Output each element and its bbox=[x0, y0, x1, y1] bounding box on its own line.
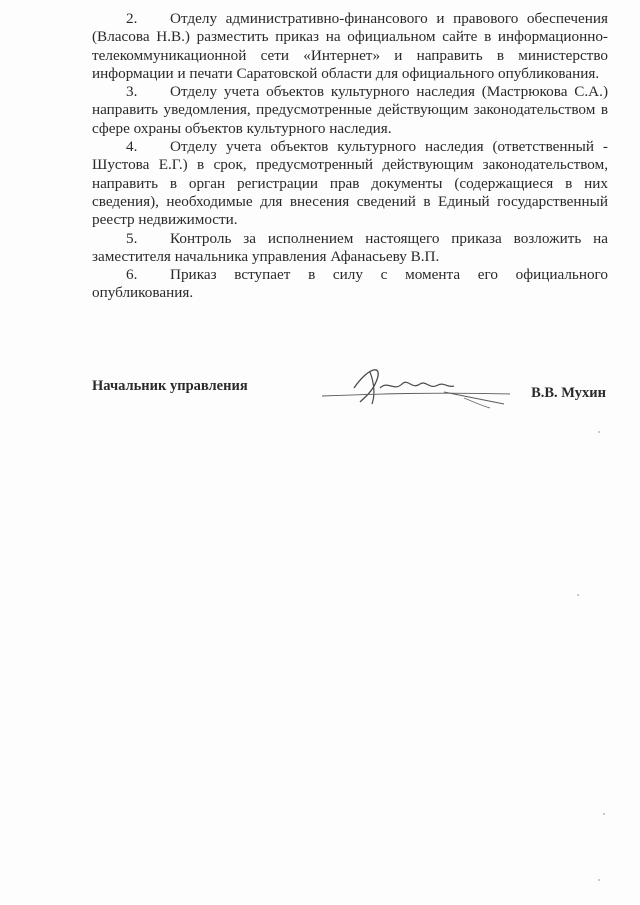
item-text: Контроль за исполнением настоящего приказа возложить на заместителя начальника управления Афанасьеву В.П. bbox=[92, 229, 608, 265]
order-item-4 bbox=[92, 138, 608, 229]
item-text: Отделу административно-финансового и правового обеспечения (Власова Н.В.) разместить приказ на официальном сайте в информационно-телекоммуникационной сети «Интернет» и направить в министерство информации и печати Саратовской области для официального опубликования. bbox=[92, 10, 608, 82]
item-number: 4. bbox=[126, 138, 138, 156]
order-item-6 bbox=[92, 266, 608, 303]
scan-speck bbox=[598, 879, 600, 881]
scan-speck bbox=[577, 594, 579, 596]
item-text: Отделу учета объектов культурного наследия (ответственный - Шустова Е.Г.) в срок, предусмотренный действующим законодательством, направить в орган регистрации прав документы (содержащиеся в них сведения), необходимые для внесения сведений в Единый государственный реестр недвижимости. bbox=[92, 138, 608, 229]
order-body bbox=[92, 10, 608, 303]
item-number: 2. bbox=[126, 10, 138, 27]
order-item-5 bbox=[92, 230, 608, 267]
order-item-3 bbox=[92, 83, 608, 138]
scan-speck bbox=[603, 813, 605, 815]
item-number: 5. bbox=[126, 229, 138, 247]
signer-name: В.В. Мухин bbox=[531, 385, 606, 401]
signature-block bbox=[92, 378, 606, 418]
item-number: 3. bbox=[126, 83, 138, 101]
item-text: Отделу учета объектов культурного наследия (Мастрюкова С.А.) направить уведомления, предусмотренные действующим законодательством в сфере охраны объектов культурного наследия. bbox=[92, 83, 608, 137]
scan-speck bbox=[598, 431, 600, 433]
item-number: 6. bbox=[126, 266, 138, 284]
handwritten-signature bbox=[314, 358, 514, 414]
item-text: Приказ вступает в силу с момента его официального опубликования. bbox=[92, 266, 608, 302]
order-item-2 bbox=[92, 10, 608, 83]
position-title: Начальник управления bbox=[92, 378, 248, 394]
